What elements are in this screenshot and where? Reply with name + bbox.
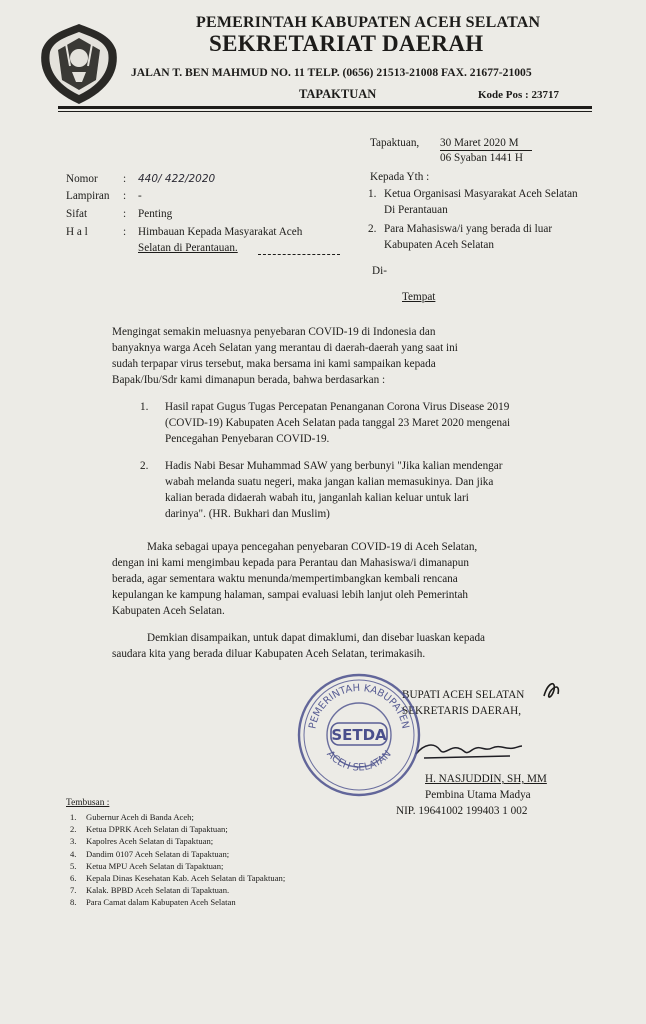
letterhead-postal: Kode Pos : 23717 <box>478 89 559 101</box>
hal-label: H a l <box>66 226 88 238</box>
tembusan-item <box>70 884 370 896</box>
item-1-num: 1. <box>140 401 149 413</box>
paragraph-2-line5: Kabupaten Aceh Selatan. <box>112 605 225 617</box>
tembusan-item <box>70 896 370 908</box>
svg-text:ACEH SELATAN <box>324 749 393 774</box>
tembusan-item <box>70 872 370 884</box>
lampiran-colon: : <box>123 190 127 202</box>
paragraph-3-line2: saudara kita yang berada diluar Kabupaten Aceh Selatan, terimakasih. <box>112 648 426 660</box>
recipient-2-line2: Kabupaten Aceh Selatan <box>384 239 494 251</box>
item-1-line1: Hasil rapat Gugus Tugas Percepatan Penanganan Corona Virus Disease 2019 <box>165 401 510 413</box>
letterhead-office: SEKRETARIAT DAERAH <box>209 31 484 56</box>
signature-title2: SEKRETARIS DAERAH, <box>402 705 522 717</box>
paragraph-3-line1: Demkian disampaikan, untuk dapat dimaklumi, dan disebar luaskan kepada <box>147 632 486 644</box>
item-1-line2: (COVID-19) Kabupaten Aceh Selatan pada tanggal 23 Maret 2020 mengenai <box>165 417 511 429</box>
date-gregorian: 30 Maret 2020 M <box>440 137 519 149</box>
item-2-line4: darinya". (HR. Bukhari dan Muslim) <box>165 508 330 520</box>
tembusan-item-text: Gubernur Aceh di Banda Aceh; <box>86 812 194 822</box>
recipient-2-line1: Para Mahasiswa/i yang berada di luar <box>384 223 553 235</box>
hal-colon: : <box>123 226 127 238</box>
letterhead-address: JALAN T. BEN MAHMUD NO. 11 TELP. (0656) 21513-21008 FAX. 21677-21005 <box>131 66 532 79</box>
date-place: Tapaktuan, <box>370 137 420 149</box>
tembusan-item-num: 7. <box>70 885 77 896</box>
tembusan-item-num: 8. <box>70 897 77 908</box>
aceh-selatan-emblem-icon <box>36 20 122 108</box>
tembusan-item-text: Para Camat dalam Kabupaten Aceh Selatan <box>86 897 236 908</box>
paragraph-2-line4: kepulangan ke kampung halaman, sampai evaluasi lebih lanjut oleh Pemerintah <box>112 589 469 601</box>
tembusan-item <box>70 811 370 823</box>
date-hijri: 06 Syaban 1441 H <box>440 152 523 164</box>
kepada-label: Kepada Yth : <box>370 171 430 183</box>
item-2-line2: wabah melanda suatu negeri, maka jangan kalian memasukinya. Dan jika <box>165 476 494 488</box>
di-label: Di- <box>372 265 387 277</box>
paragraph-1-line3: sudah terpapar virus tersebut, maka bersama ini kami sampaikan kepada <box>112 358 436 370</box>
paraf-initial-icon <box>540 678 566 704</box>
lampiran-label: Lampiran <box>66 190 110 202</box>
header-rule-thick <box>58 106 592 109</box>
tembusan-item-num: 5. <box>70 860 77 871</box>
stamp-center: SETDA <box>331 726 387 744</box>
recipient-2-num: 2. <box>368 223 377 235</box>
hal-dash-line <box>258 254 340 255</box>
paragraph-2-line2: dengan ini kami mengimbau kepada para Perantau dan Mahasiswa/i dimanapun <box>112 557 469 569</box>
item-2-line1: Hadis Nabi Besar Muhammad SAW yang berbunyi "Jika kalian mendengar <box>165 460 503 472</box>
letterhead-government: PEMERINTAH KABUPATEN ACEH SELATAN <box>196 14 541 31</box>
nomor-colon: : <box>123 173 127 185</box>
tembusan-item <box>70 848 370 860</box>
tembusan-item <box>70 835 370 847</box>
tembusan-item-num: 4. <box>70 848 77 859</box>
official-stamp <box>295 671 423 799</box>
stamp-text-top: PEMERINTAH KABUPATEN <box>307 682 411 730</box>
tembusan-item-num: 6. <box>70 872 77 883</box>
tembusan-item <box>70 860 370 872</box>
recipient-1-num: 1. <box>368 188 377 200</box>
nomor-label: Nomor <box>66 173 98 185</box>
signature-name: H. NASJUDDIN, SH, MM <box>425 773 547 785</box>
tembusan-item-num: 2. <box>70 824 77 835</box>
paragraph-2-line3: berada, agar sementara waktu menunda/mempertimbangkan kembali rencana <box>112 573 458 585</box>
signature-title1: BUPATI ACEH SELATAN <box>402 689 525 701</box>
recipient-1-line2: Di Perantauan <box>384 204 448 216</box>
hal-line2: Selatan di Perantauan. <box>138 242 238 254</box>
signature-nip: NIP. 19641002 199403 1 002 <box>396 805 528 817</box>
handwritten-signature-icon <box>414 738 524 762</box>
sifat-value: Penting <box>138 208 173 220</box>
item-2-line3: kalian berada didaerah wabah itu, janganlah kalian keluar untuk lari <box>165 492 469 504</box>
item-1-line3: Pencegahan Penyebaran COVID-19. <box>165 433 330 445</box>
signature-rank: Pembina Utama Madya <box>425 789 531 801</box>
header-rule-thin <box>58 111 592 112</box>
sifat-label: Sifat <box>66 208 88 220</box>
tembusan-item-text: Kalak. BPBD Aceh Selatan di Tapaktuan. <box>86 885 230 896</box>
item-2-num: 2. <box>140 460 149 472</box>
paragraph-1-line4: Bapak/Ibu/Sdr kami dimanapun berada, bahwa berdasarkan : <box>112 374 386 386</box>
tembusan-item-text: Ketua MPU Aceh Selatan di Tapaktuan; <box>86 860 224 871</box>
stamp-text-bottom: ACEH SELATAN <box>324 748 394 774</box>
tembusan-item <box>70 823 370 835</box>
tembusan-item-num: 3. <box>70 836 77 847</box>
lampiran-value: - <box>138 190 142 202</box>
nomor-value: 440/ 422/2020 <box>138 173 216 185</box>
hal-line1: Himbauan Kepada Masyarakat Aceh <box>138 226 303 238</box>
tembusan-item-text: Kapolres Aceh Selatan di Tapaktuan; <box>86 836 214 847</box>
paragraph-2-line1: Maka sebagai upaya pencegahan penyebaran COVID-19 di Aceh Selatan, <box>147 541 478 553</box>
tembusan-item-text: Dandim 0107 Aceh Selatan di Tapaktuan; <box>86 848 230 859</box>
recipient-1-line1: Ketua Organisasi Masyarakat Aceh Selatan <box>384 188 578 200</box>
tembusan-item-text: Kepala Dinas Kesehatan Kab. Aceh Selatan di Tapaktuan; <box>86 872 286 883</box>
paragraph-1-line2: banyaknya warga Aceh Selatan yang merantau di daerah-daerah yang saat ini <box>112 342 458 354</box>
tembusan-list <box>70 811 370 909</box>
tembusan-item-text: Ketua DPRK Aceh Selatan di Tapaktuan; <box>86 824 228 835</box>
letterhead-city: TAPAKTUAN <box>299 87 377 101</box>
sifat-colon: : <box>123 208 127 220</box>
tempat-label: Tempat <box>402 291 436 303</box>
tembusan-item-num: 1. <box>70 812 77 822</box>
tembusan-label: Tembusan : <box>66 798 110 808</box>
paragraph-1-line1: Mengingat semakin meluasnya penyebaran COVID-19 di Indonesia dan <box>112 326 436 338</box>
